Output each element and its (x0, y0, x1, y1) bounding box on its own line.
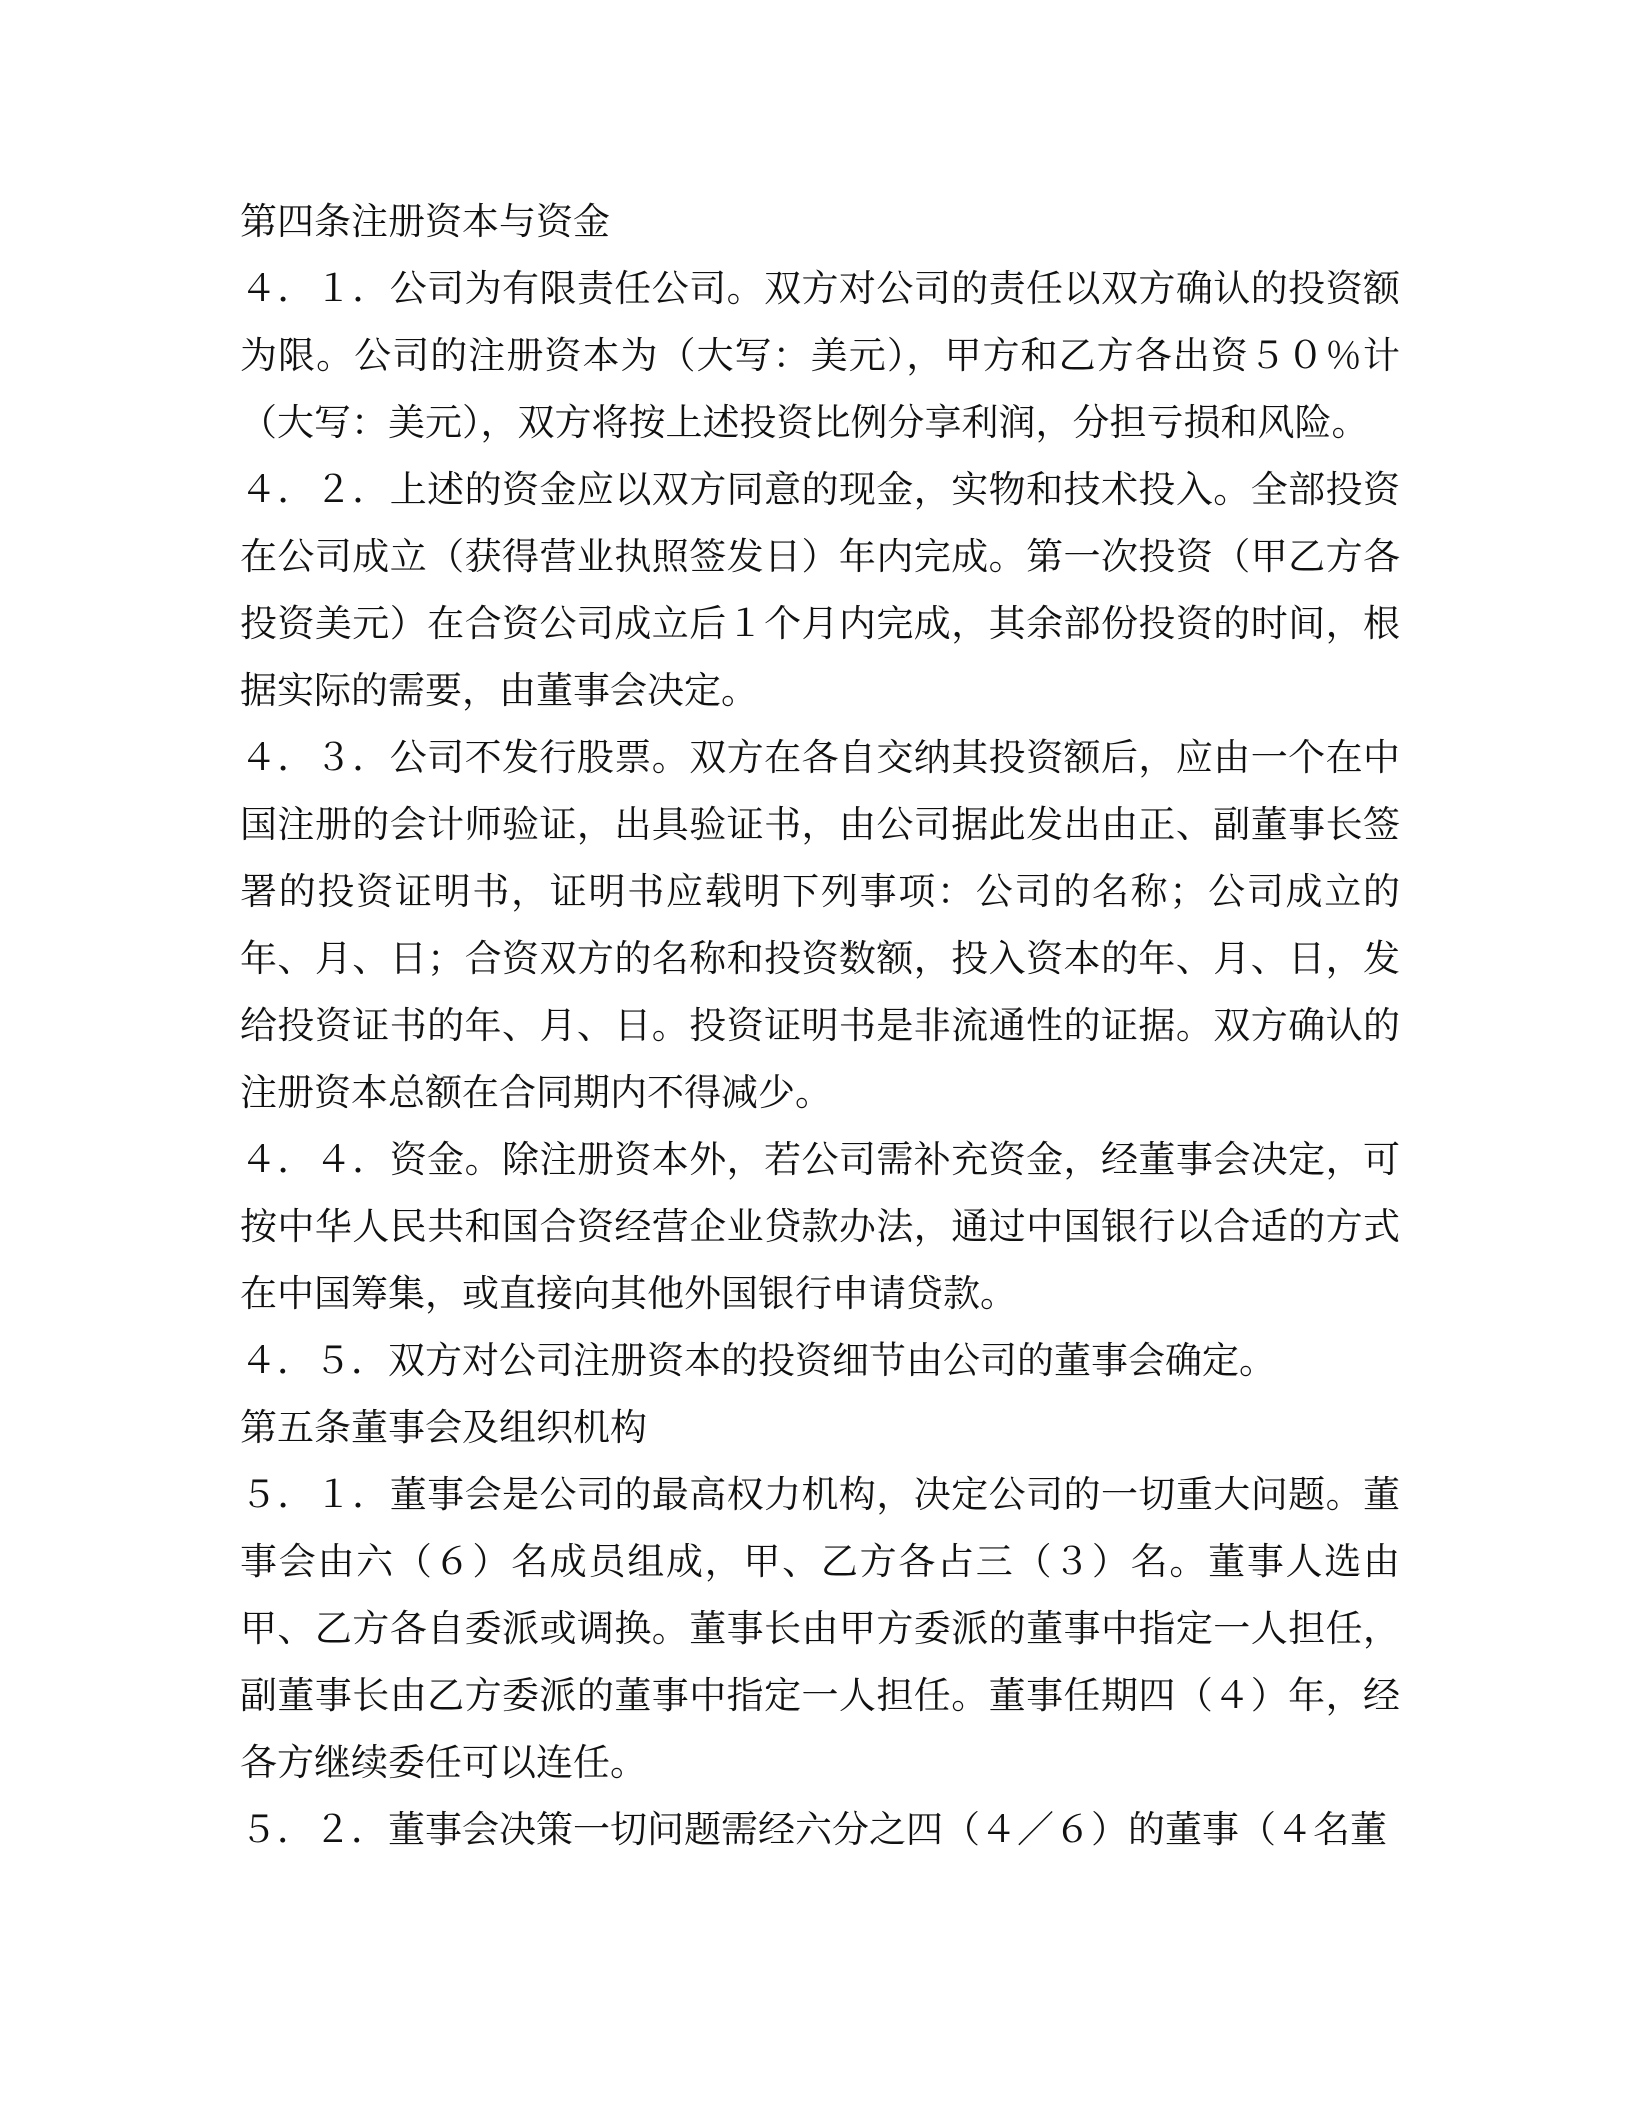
clause-4-1: ４．１．公司为有限责任公司。双方对公司的责任以双方确认的投资额为限。公司的注册资本为（大写：美元），甲方和乙方各出资５０％计（大写：美元），双方将按上述投资比例分享利润，分担亏损和风险。 (240, 267, 1400, 444)
document-body (240, 188, 1400, 1863)
clause-4-4: ４．４．资金。除注册资本外，若公司需补充资金，经董事会决定，可按中华人民共和国合资经营企业贷款办法，通过中国银行以合适的方式在中国筹集，或直接向其他外国银行申请贷款。 (240, 1138, 1400, 1315)
clause-4-2: ４．２．上述的资金应以双方同意的现金，实物和技术投入。全部投资在公司成立（获得营业执照签发日）年内完成。第一次投资（甲乙方各投资美元）在合资公司成立后１个月内完成，其余部份投资的时间，根据实际的需要，由董事会决定。 (240, 468, 1400, 712)
clause-5-1: ５．１．董事会是公司的最高权力机构，决定公司的一切重大问题。董事会由六（６）名成员组成，甲、乙方各占三（３）名。董事人选由甲、乙方各自委派或调换。董事长由甲方委派的董事中指定一人担任，副董事长由乙方委派的董事中指定一人担任。董事任期四（４）年，经各方继续委任可以连任。 (240, 1473, 1400, 1784)
clause-4-3: ４．３．公司不发行股票。双方在各自交纳其投资额后，应由一个在中国注册的会计师验证，出具验证书，由公司据此发出由正、副董事长签署的投资证明书，证明书应载明下列事项：公司的名称；公司成立的年、月、日；合资双方的名称和投资数额，投入资本的年、月、日，发给投资证书的年、月、日。投资证明书是非流通性的证据。双方确认的注册资本总额在合同期内不得减少。 (240, 736, 1400, 1114)
clause-5-2: ５．２．董事会决策一切问题需经六分之四（４／６）的董事（４名董 (240, 1808, 1387, 1851)
section-heading-4: 第四条注册资本与资金 (240, 200, 610, 243)
clause-4-5: ４．５．双方对公司注册资本的投资细节由公司的董事会确定。 (240, 1339, 1276, 1382)
section-heading-5: 第五条董事会及组织机构 (240, 1406, 647, 1449)
